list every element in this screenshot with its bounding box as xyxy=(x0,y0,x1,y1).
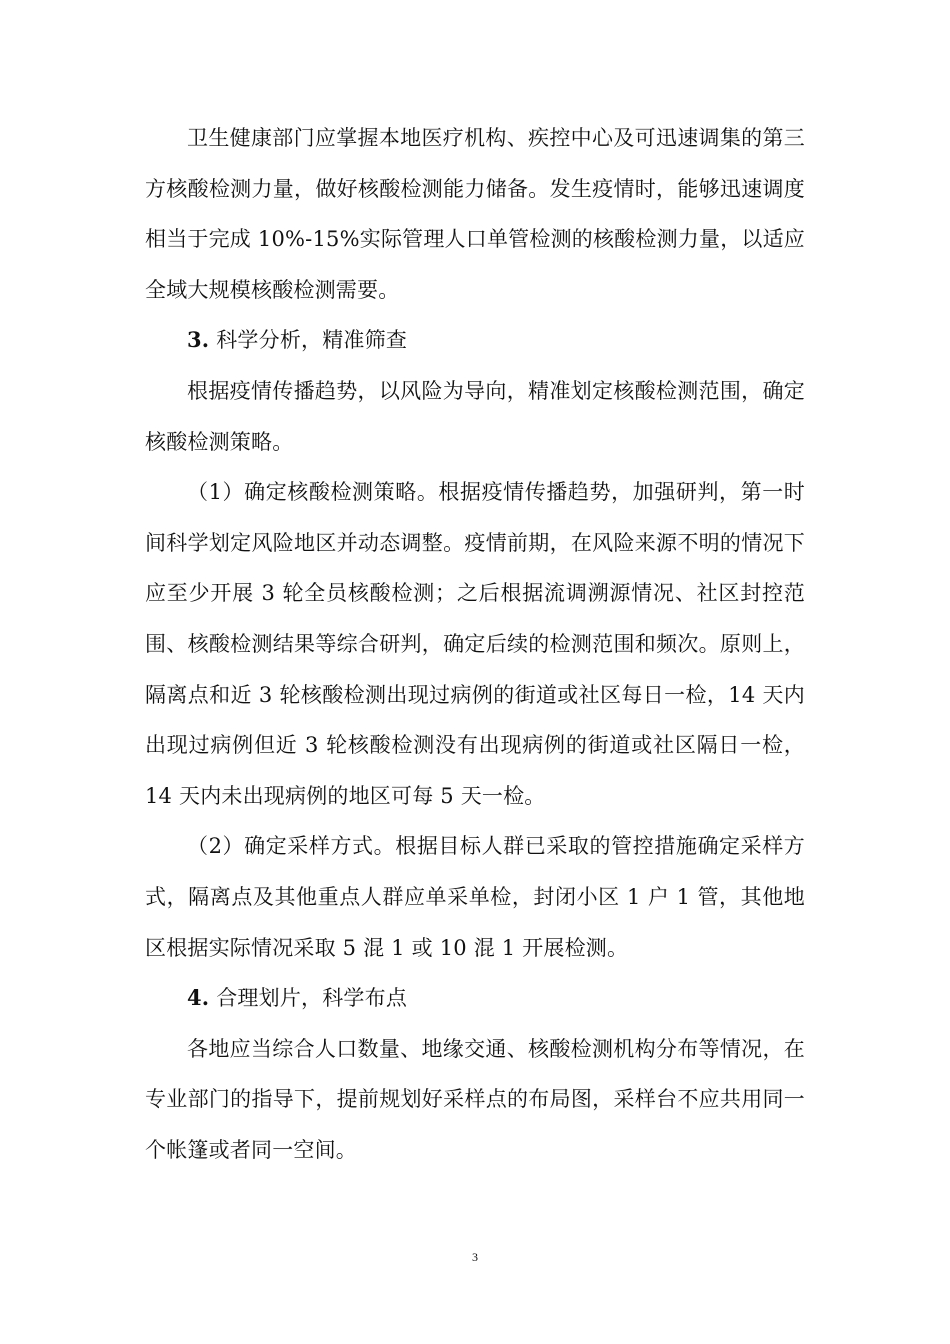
section-title-3: 科学分析，精准筛查 xyxy=(216,328,408,353)
section-title-4: 合理划片，科学布点 xyxy=(216,986,408,1011)
paragraph-testing-capacity: 卫生健康部门应掌握本地医疗机构、疾控中心及可迅速调集的第三方核酸检测力量，做好核酸检测能力储备。发生疫情时，能够迅速调度相当于完成 10%-15%实际管理人口单管检测的核酸检测力量，以适应全域大规模核酸检测需要。 xyxy=(145,126,805,302)
page-number: 3 xyxy=(472,1250,478,1264)
section-number-3: 3. xyxy=(187,327,210,353)
section-heading-3 xyxy=(145,315,805,366)
document-body xyxy=(145,113,805,1175)
paragraph-scope: 根据疫情传播趋势，以风险为导向，精准划定核酸检测范围，确定核酸检测策略。 xyxy=(145,378,805,454)
section-heading-4 xyxy=(145,973,805,1024)
section-number-4: 4. xyxy=(187,985,210,1011)
paragraph-site-layout: 各地应当综合人口数量、地缘交通、核酸检测机构分布等情况，在专业部门的指导下，提前规划好采样点的布局图，采样台不应共用同一个帐篷或者同一空间。 xyxy=(145,1036,805,1162)
paragraph-sampling-method: （2）确定采样方式。根据目标人群已采取的管控措施确定采样方式，隔离点及其他重点人群应单采单检，封闭小区 1 户 1 管，其他地区根据实际情况采取 5 混 1 或 10 混 1 开展检测。 xyxy=(145,834,805,960)
paragraph-strategy: （1）确定核酸检测策略。根据疫情传播趋势，加强研判，第一时间科学划定风险地区并动态调整。疫情前期，在风险来源不明的情况下应至少开展 3 轮全员核酸检测；之后根据流调溯源情况、社区封控范围、核酸检测结果等综合研判，确定后续的检测范围和频次。原则上，隔离点和近 3 轮核酸检测出现过病例的街道或社区每日一检，14 天内出现过病例但近 3 轮核酸检测没有出现病例的街道或社区隔日一检，14 天内未出现病例的地区可每 5 天一检。 xyxy=(145,480,805,808)
